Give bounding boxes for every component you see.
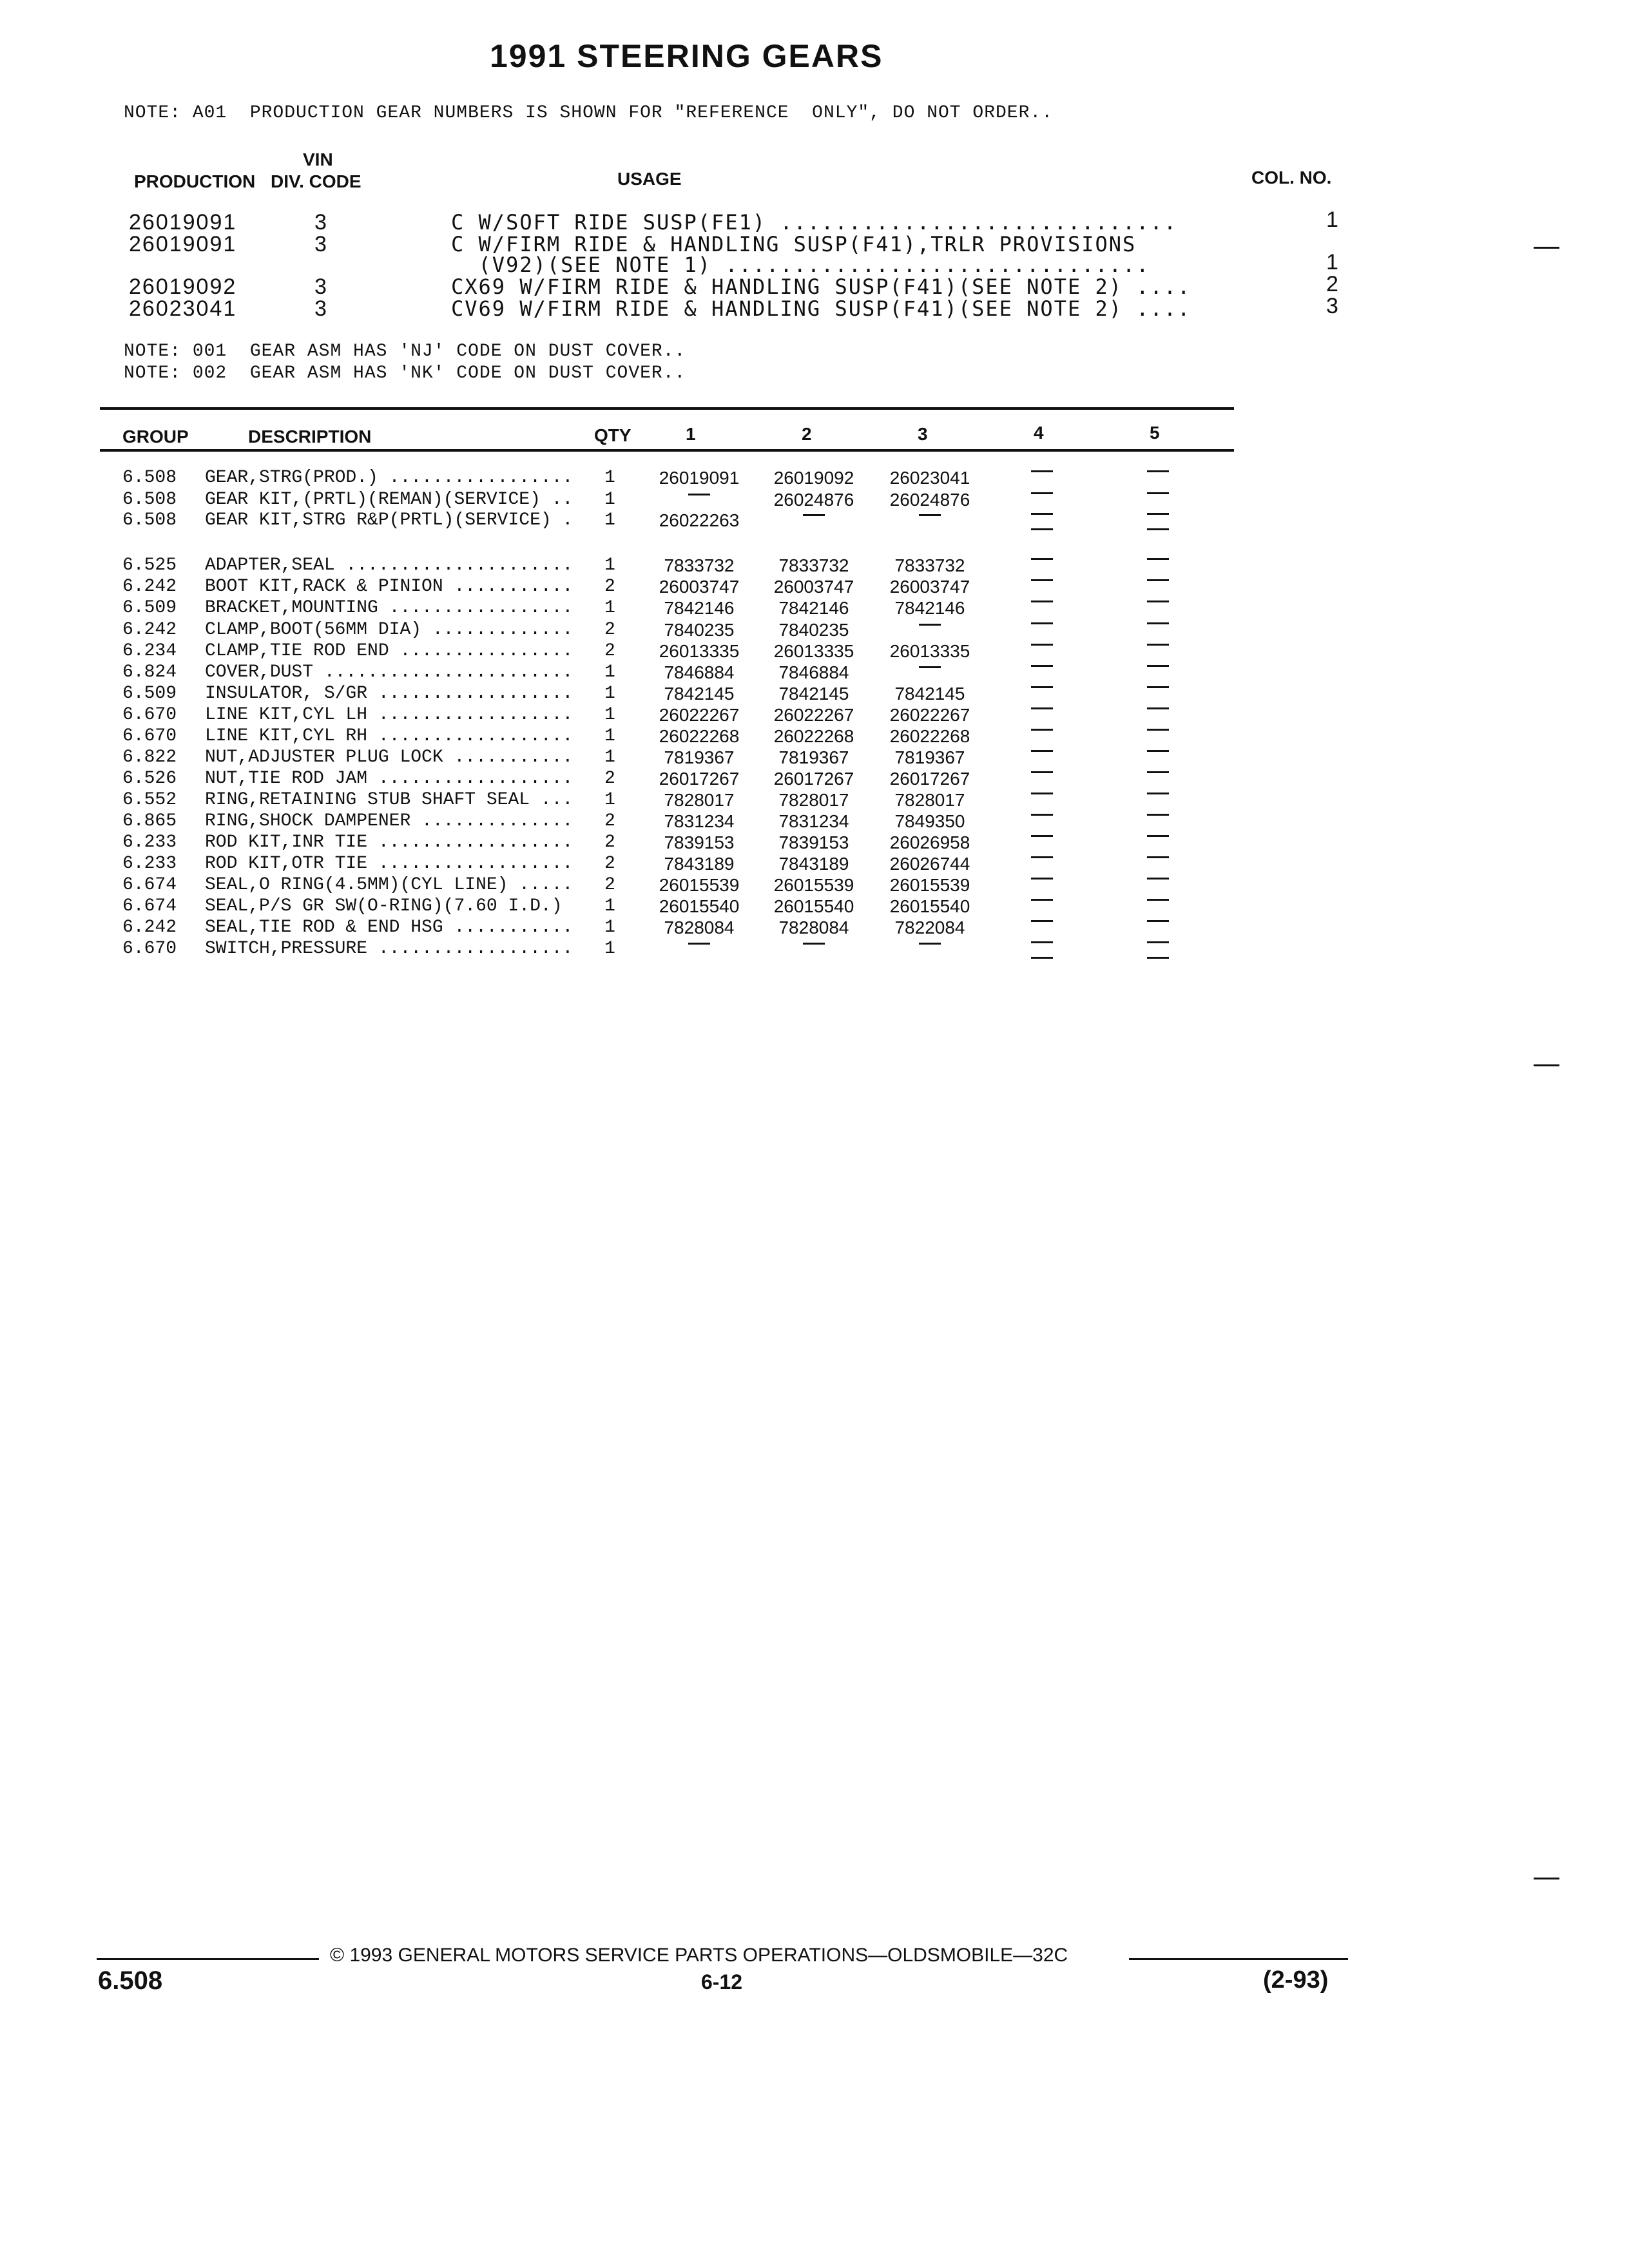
group-number: 6.674 — [122, 875, 177, 895]
part-number: 7842146 — [664, 598, 735, 618]
empty-cell-dash — [1147, 941, 1169, 943]
part-number: 26015540 — [659, 896, 740, 916]
col4-header: 4 — [1034, 423, 1044, 443]
empty-cell-dash — [1031, 835, 1053, 837]
production-number: 26019091 — [129, 232, 237, 256]
part-number: 7846884 — [778, 662, 849, 682]
part-number: 26013335 — [889, 641, 970, 661]
part-description: SEAL,O RING(4.5MM)(CYL LINE) ..... — [205, 875, 574, 895]
group-number: 6.509 — [122, 598, 177, 618]
empty-cell-dash — [1147, 579, 1169, 581]
empty-cell-dash — [1147, 665, 1169, 667]
empty-cell-dash — [1147, 528, 1169, 530]
part-number: 7833732 — [894, 555, 965, 575]
empty-cell-dash — [1031, 941, 1053, 943]
note-001: NOTE: 001 GEAR ASM HAS 'NJ' CODE ON DUST COVER.. — [124, 341, 686, 361]
part-number: 7831234 — [664, 811, 735, 831]
part-qty: 1 — [604, 510, 615, 530]
part-number: 26022268 — [773, 726, 854, 746]
group-number: 6.525 — [122, 555, 177, 575]
part-qty: 1 — [604, 896, 615, 916]
part-number: 7839153 — [664, 832, 735, 852]
part-number: 26022267 — [659, 705, 740, 725]
part-description: ROD KIT,OTR TIE .................. — [205, 854, 574, 874]
part-description: CLAMP,BOOT(56MM DIA) ............. — [205, 620, 574, 640]
part-description: INSULATOR, S/GR .................. — [205, 684, 574, 704]
col-no-header: COL. NO. — [1251, 168, 1332, 187]
group-number: 6.865 — [122, 811, 177, 831]
empty-cell-dash — [1031, 729, 1053, 731]
empty-cell-dash — [1031, 686, 1053, 688]
empty-cell-dash — [1147, 920, 1169, 922]
empty-cell-dash — [1031, 878, 1053, 879]
part-number: 26015540 — [773, 896, 854, 916]
empty-cell-dash — [1031, 750, 1053, 752]
part-number: 7822084 — [894, 918, 965, 937]
part-number: 26015539 — [889, 875, 970, 895]
empty-cell-dash — [1147, 513, 1169, 515]
group-number: 6.508 — [122, 490, 177, 510]
empty-cell-dash — [919, 514, 941, 516]
part-qty: 1 — [604, 747, 615, 767]
part-number: 7842145 — [778, 684, 849, 704]
page-title: 1991 STEERING GEARS — [490, 38, 883, 74]
part-number: 26026958 — [889, 832, 970, 852]
part-qty: 1 — [604, 662, 615, 682]
group-number: 6.234 — [122, 641, 177, 661]
col1-header: 1 — [686, 424, 696, 444]
empty-cell-dash — [1031, 793, 1053, 794]
part-number: 7842145 — [894, 684, 965, 704]
part-qty: 1 — [604, 555, 615, 575]
part-number: 7840235 — [664, 620, 735, 640]
part-description: LINE KIT,CYL LH .................. — [205, 705, 574, 725]
part-number: 7842146 — [894, 598, 965, 618]
part-qty: 1 — [604, 490, 615, 510]
empty-cell-dash — [1147, 750, 1169, 752]
production-header: PRODUCTION — [134, 171, 256, 191]
part-number: 26003747 — [889, 577, 970, 597]
part-number: 7846884 — [664, 662, 735, 682]
div-code: 3 — [314, 232, 328, 256]
part-number: 26017267 — [773, 769, 854, 789]
margin-mark — [1534, 1064, 1559, 1066]
part-description: GEAR,STRG(PROD.) ................. — [205, 468, 574, 488]
part-qty: 1 — [604, 939, 615, 959]
empty-cell-dash — [1031, 665, 1053, 667]
col5-header: 5 — [1150, 423, 1160, 443]
part-description: ROD KIT,INR TIE .................. — [205, 832, 574, 852]
empty-cell-dash — [1147, 686, 1169, 688]
qty-header: QTY — [594, 425, 631, 445]
group-number: 6.508 — [122, 468, 177, 488]
part-qty: 1 — [604, 705, 615, 725]
empty-cell-dash — [1031, 579, 1053, 581]
part-number: 26013335 — [659, 641, 740, 661]
part-number: 26015539 — [773, 875, 854, 895]
part-qty: 2 — [604, 811, 615, 831]
usage-text: CX69 W/FIRM RIDE & HANDLING SUSP(F41)(SEE NOTE 2) .... — [451, 274, 1191, 299]
part-number: 7828017 — [894, 790, 965, 810]
empty-cell-dash — [1031, 513, 1053, 515]
part-description: ADAPTER,SEAL ..................... — [205, 555, 574, 575]
part-number: 7833732 — [778, 555, 849, 575]
part-number: 7840235 — [778, 620, 849, 640]
group-number: 6.233 — [122, 854, 177, 874]
part-number: 7819367 — [778, 747, 849, 767]
empty-cell-dash — [1031, 601, 1053, 602]
group-number: 6.670 — [122, 705, 177, 725]
part-number: 26024876 — [773, 490, 854, 510]
part-number: 26019092 — [773, 468, 854, 488]
part-number: 26026744 — [889, 854, 970, 874]
part-number: 26017267 — [889, 769, 970, 789]
col-number: 2 — [1326, 272, 1340, 296]
part-number: 26003747 — [659, 577, 740, 597]
part-qty: 1 — [604, 918, 615, 937]
part-number: 7828084 — [778, 918, 849, 937]
production-number: 26023041 — [129, 296, 237, 321]
empty-cell-dash — [803, 514, 825, 516]
usage-text: (V92)(SEE NOTE 1) ............................... — [451, 253, 1150, 277]
empty-cell-dash — [1031, 771, 1053, 773]
empty-cell-dash — [688, 943, 710, 945]
div-code-header: DIV. CODE — [271, 171, 361, 191]
group-header: GROUP — [122, 427, 189, 447]
col-number: 1 — [1326, 207, 1340, 232]
reference-note: NOTE: A01 PRODUCTION GEAR NUMBERS IS SHOWN FOR "REFERENCE ONLY", DO NOT ORDER.. — [124, 103, 1054, 123]
table-header-rule — [100, 449, 1234, 452]
group-number: 6.242 — [122, 918, 177, 937]
group-number: 6.674 — [122, 896, 177, 916]
footer-page-number: 6-12 — [701, 1970, 743, 1994]
empty-cell-dash — [1147, 558, 1169, 560]
part-number: 26019091 — [659, 468, 740, 488]
empty-cell-dash — [1147, 814, 1169, 816]
part-number: 26022267 — [889, 705, 970, 725]
part-qty: 2 — [604, 832, 615, 852]
empty-cell-dash — [1147, 622, 1169, 624]
usage-text: C W/SOFT RIDE SUSP(FE1) ............................. — [451, 210, 1178, 235]
part-number: 7849350 — [894, 811, 965, 831]
part-number: 26015540 — [889, 896, 970, 916]
part-number: 26015539 — [659, 875, 740, 895]
part-description: NUT,TIE ROD JAM .................. — [205, 769, 574, 789]
col-number: 1 — [1326, 250, 1340, 274]
part-qty: 2 — [604, 875, 615, 895]
empty-cell-dash — [1147, 878, 1169, 879]
part-number: 26022263 — [659, 510, 740, 530]
part-description: CLAMP,TIE ROD END ................ — [205, 641, 574, 661]
usage-text: CV69 W/FIRM RIDE & HANDLING SUSP(F41)(SEE NOTE 2) .... — [451, 296, 1191, 321]
part-number: 26022268 — [889, 726, 970, 746]
empty-cell-dash — [1031, 957, 1053, 959]
copyright-line: © 1993 GENERAL MOTORS SERVICE PARTS OPERATIONS—OLDSMOBILE—32C — [330, 1945, 1068, 1966]
production-number: 26019092 — [129, 274, 237, 299]
empty-cell-dash — [1031, 856, 1053, 858]
empty-cell-dash — [1147, 601, 1169, 602]
part-number: 26024876 — [889, 490, 970, 510]
col-number: 3 — [1326, 294, 1340, 318]
part-description: LINE KIT,CYL RH .................. — [205, 726, 574, 746]
empty-cell-dash — [1031, 920, 1053, 922]
empty-cell-dash — [1031, 899, 1053, 901]
group-number: 6.526 — [122, 769, 177, 789]
div-code: 3 — [314, 210, 328, 235]
table-top-rule — [100, 407, 1234, 410]
empty-cell-dash — [1147, 856, 1169, 858]
part-number: 7842146 — [778, 598, 849, 618]
part-qty: 2 — [604, 854, 615, 874]
part-description: SEAL,P/S GR SW(O-RING)(7.60 I.D.) — [205, 896, 563, 916]
part-number: 7839153 — [778, 832, 849, 852]
empty-cell-dash — [1031, 622, 1053, 624]
part-description: GEAR KIT,(PRTL)(REMAN)(SERVICE) .. — [205, 490, 574, 510]
part-qty: 1 — [604, 684, 615, 704]
group-number: 6.552 — [122, 790, 177, 810]
part-number: 7819367 — [894, 747, 965, 767]
empty-cell-dash — [1147, 771, 1169, 773]
empty-cell-dash — [688, 494, 710, 495]
part-qty: 1 — [604, 468, 615, 488]
empty-cell-dash — [1147, 492, 1169, 494]
part-qty: 1 — [604, 790, 615, 810]
part-number: 26022268 — [659, 726, 740, 746]
production-number: 26019091 — [129, 210, 237, 235]
usage-header: USAGE — [617, 169, 682, 189]
empty-cell-dash — [1031, 814, 1053, 816]
empty-cell-dash — [1031, 528, 1053, 530]
note-002: NOTE: 002 GEAR ASM HAS 'NK' CODE ON DUST COVER.. — [124, 363, 686, 383]
usage-text: C W/FIRM RIDE & HANDLING SUSP(F41),TRLR PROVISIONS — [451, 232, 1137, 256]
part-number: 7828084 — [664, 918, 735, 937]
part-description: RING,SHOCK DAMPENER .............. — [205, 811, 574, 831]
group-number: 6.242 — [122, 620, 177, 640]
part-qty: 1 — [604, 726, 615, 746]
group-number: 6.509 — [122, 684, 177, 704]
empty-cell-dash — [1147, 470, 1169, 472]
empty-cell-dash — [1147, 835, 1169, 837]
footer-date-code: (2-93) — [1263, 1966, 1329, 1994]
part-description: SEAL,TIE ROD & END HSG ........... — [205, 918, 574, 937]
footer-group-number: 6.508 — [98, 1966, 163, 1995]
col3-header: 3 — [918, 424, 928, 444]
part-number: 26017267 — [659, 769, 740, 789]
description-header: DESCRIPTION — [248, 427, 372, 447]
group-number: 6.233 — [122, 832, 177, 852]
part-number: 7842145 — [664, 684, 735, 704]
empty-cell-dash — [1147, 707, 1169, 709]
div-code: 3 — [314, 296, 328, 321]
part-number: 7843189 — [664, 854, 735, 874]
empty-cell-dash — [1031, 492, 1053, 494]
part-number: 7819367 — [664, 747, 735, 767]
col2-header: 2 — [802, 424, 812, 444]
part-number: 26003747 — [773, 577, 854, 597]
part-qty: 1 — [604, 598, 615, 618]
part-number: 7828017 — [778, 790, 849, 810]
part-number: 26013335 — [773, 641, 854, 661]
part-qty: 2 — [604, 641, 615, 661]
part-description: NUT,ADJUSTER PLUG LOCK ........... — [205, 747, 574, 767]
part-number: 7831234 — [778, 811, 849, 831]
part-description: BOOT KIT,RACK & PINION ........... — [205, 577, 574, 597]
part-description: BRACKET,MOUNTING ................. — [205, 598, 574, 618]
empty-cell-dash — [1147, 793, 1169, 794]
part-description: COVER,DUST ....................... — [205, 662, 574, 682]
group-number: 6.508 — [122, 510, 177, 530]
empty-cell-dash — [1147, 899, 1169, 901]
empty-cell-dash — [803, 943, 825, 945]
part-description: GEAR KIT,STRG R&P(PRTL)(SERVICE) . — [205, 510, 574, 530]
margin-mark — [1534, 247, 1559, 249]
empty-cell-dash — [1031, 707, 1053, 709]
part-number: 26023041 — [889, 468, 970, 488]
part-qty: 2 — [604, 577, 615, 597]
empty-cell-dash — [919, 624, 941, 626]
empty-cell-dash — [919, 943, 941, 945]
part-number: 7828017 — [664, 790, 735, 810]
group-number: 6.242 — [122, 577, 177, 597]
empty-cell-dash — [919, 666, 941, 668]
part-qty: 2 — [604, 769, 615, 789]
part-qty: 2 — [604, 620, 615, 640]
empty-cell-dash — [1147, 957, 1169, 959]
empty-cell-dash — [1147, 644, 1169, 646]
footer-rule-left — [97, 1958, 319, 1960]
group-number: 6.822 — [122, 747, 177, 767]
empty-cell-dash — [1147, 729, 1169, 731]
part-description: RING,RETAINING STUB SHAFT SEAL ... — [205, 790, 574, 810]
footer-rule-right — [1129, 1958, 1348, 1960]
group-number: 6.824 — [122, 662, 177, 682]
margin-mark — [1534, 1878, 1559, 1879]
group-number: 6.670 — [122, 726, 177, 746]
part-number: 7843189 — [778, 854, 849, 874]
empty-cell-dash — [1031, 644, 1053, 646]
vin-header: VIN — [303, 149, 333, 169]
group-number: 6.670 — [122, 939, 177, 959]
empty-cell-dash — [1031, 470, 1053, 472]
part-description: SWITCH,PRESSURE .................. — [205, 939, 574, 959]
part-number: 7833732 — [664, 555, 735, 575]
div-code: 3 — [314, 274, 328, 299]
empty-cell-dash — [1031, 558, 1053, 560]
part-number: 26022267 — [773, 705, 854, 725]
